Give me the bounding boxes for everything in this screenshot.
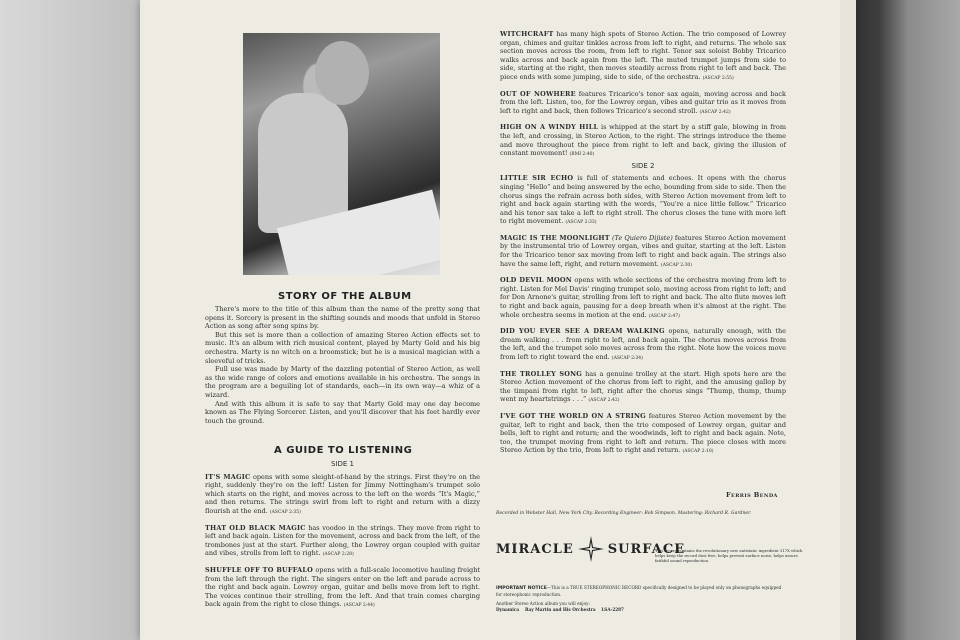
track-title: OLD DEVIL MOON [500, 276, 572, 285]
track-description: features Tricarico's tenor sax again, moving across and back from the left. Listen, too, for the Lowrey organ, vibes and guitar trio as it moves from left to right and back, then follows Tricarico's second stroll. [500, 89, 786, 115]
album-cover-edge [840, 0, 856, 640]
story-paragraph: There's more to the title of this album than the name of the pretty song that opens it. Sorcery is present in the shifting sounds and moods that unfold in Stereo Action as song after song spins by. [205, 305, 480, 331]
track-rights: (ASCAP 2:42) [699, 109, 731, 115]
story-paragraph: But this set is more than a collection of amazing Stereo Action effects set to music. It's an album with rich musical content, played by Marty Gold and his big orchestra. Marty is no witch on a broomstick; but he is a musical magician with a sleeveful of tricks. [205, 330, 480, 365]
track-title: I'VE GOT THE WORLD ON A STRING [500, 411, 646, 420]
track-entry [500, 412, 786, 457]
track-title: IT'S MAGIC [205, 472, 251, 481]
compass-star-icon [578, 536, 604, 562]
track-title: WITCHCRAFT [500, 30, 554, 38]
track-description: has many high spots of Stereo Action. The trio composed of Lowrey organ, chimes and guitar tinkles across from left to right, and returns. The whole sax section moves across the room, from left to right. Tenor sax soloist Bobby Tricarico walks across and back again from the left. The muted trumpet jumps from side to side, starting at the right, then moves steadily across from right to left and back. The piece ends with some jumping, side to side, of the orchestra. [500, 30, 786, 81]
track-rights: (ASCAP 2:42) [588, 398, 620, 404]
track-entry [205, 566, 480, 611]
track-rights: (ASCAP 2:44) [343, 603, 375, 609]
also-enjoy-intro: Another Stereo Action album you will enjoy: [496, 601, 590, 606]
photo-figure-head [315, 41, 369, 105]
track-rights: (ASCAP 2:28) [322, 552, 354, 558]
logo-word-left: MIRACLE [496, 541, 574, 557]
track-title: OUT OF NOWHERE [500, 89, 576, 98]
track-description: opens with some sleight-of-hand by the strings. First they're on the right, suddenly they're on the left! Listen for Jimmy Nottingham's trumpet solo which starts on the right, and moves across to the left on the words “It's Magic,” and then returns. The strings swirl from left to right and return with a dizzy flourish at the end. [205, 472, 480, 515]
track-title: THE TROLLEY SONG [500, 369, 583, 378]
track-entry [500, 30, 786, 84]
track-rights: (ASCAP 2:34) [611, 356, 643, 361]
track-title-subtitle: (Te Quiero Dijiste) [609, 233, 673, 242]
track-entry [205, 473, 480, 518]
track-title: MAGIC IS THE MOONLIGHT [500, 233, 610, 242]
track-rights: (ASCAP 2:30) [660, 262, 693, 268]
story-title: STORY OF THE ALBUM [278, 291, 412, 302]
background-left [0, 0, 150, 640]
track-rights: (ASCAP 2:35) [269, 509, 301, 515]
notice-text: —This is a TRUE STEREOPHONIC RECORD specifically designed to be played only on phonographs equipped for stereophonic reproduction. [496, 585, 782, 597]
liner-notes-author: Ferris Benda [726, 491, 778, 499]
track-description: is whipped at the start by a stiff gale, blowing in from the left, and crossing, in Stereo Action, to the right. The strings introduce the theme and move throughout the piece from right to left and back, giving the illusion of constant movement! [500, 123, 786, 158]
track-entry [500, 327, 786, 363]
logo-description: This record contains the revolutionary new antistatic ingredient 317X which helps keep the record dust free, helps prevent surface noise, helps assure faithful sound reproduction. [655, 548, 803, 563]
track-description: opens with whole sections of the orchestra moving from left to right. Listen for Mel Davis' ringing trumpet solo, moving across from right to left; and for Don Arnone's guitar, strolling from left to right and back. The alto flute moves left to right and back again, pausing for a deep breath when it's almost at the right. The whole orchestra seems in motion at the end. [500, 276, 786, 319]
story-text [205, 305, 480, 425]
notice-label: IMPORTANT NOTICE [496, 586, 547, 591]
track-entry [500, 90, 786, 118]
track-title: THAT OLD BLACK MAGIC [205, 523, 306, 532]
track-entry [500, 234, 786, 270]
track-description: has voodoo in the strings. They move from right to left and back again. Listen for the movement, across and back from the left, of the trombones just at the start. Further along, the Lowrey organ coupled with guitar and vibes, strolls from left to right. [205, 523, 480, 558]
conductor-photo [243, 33, 440, 275]
background-right [845, 0, 960, 640]
photo-figure-body [258, 93, 348, 233]
track-title: SHUFFLE OFF TO BUFFALO [205, 565, 314, 574]
track-description: opens with a full-scale locomotive hauling freight from the left through the right. The singers enter on the left and parade across to the right and back again. Lowrey organ, guitar and bells move from left to right. The voices continue their strolling, from the left. And that train comes charging back again from the right to close things. [205, 565, 480, 609]
track-description: has a genuine trolley at the start. High spots here are the Stereo Action movement of the chorus from left to right, and the amusing gallop by the timpani from right to left, right after the chorus sings “Thump, thump, thump went my heartstrings . . .” [500, 369, 786, 404]
track-title: DID YOU EVER SEE A DREAM WALKING [500, 327, 665, 336]
track-description: features Stereo Action movement by the instrumental trio of Lowrey organ, vibes and guitar, starting at the left. Listen for the Tricarico tenor sax moving from left to right and back again. The strings also have the same left, right, and return movement. [500, 233, 786, 268]
side2-label: SIDE 2 [631, 161, 655, 170]
important-notice [496, 585, 786, 597]
track-rights: (ASCAP 2:10) [682, 449, 714, 455]
track-entry [500, 276, 786, 321]
track-entry [205, 524, 480, 560]
track-entry [500, 123, 786, 159]
track-rights: (BMI 2:40) [569, 152, 595, 158]
guide-title: A GUIDE TO LISTENING [274, 445, 413, 456]
side1-tracks [205, 458, 480, 617]
track-rights: (ASCAP 2:55) [702, 75, 734, 81]
side1-label: SIDE 1 [331, 460, 354, 468]
story-paragraph: And with this album it is safe to say that Marty Gold may one day become known as The Flying Sorcerer. Listen, and you'll discover that his feet hardly ever touch the ground. [205, 399, 480, 425]
track-rights: (ASCAP 2:47) [648, 313, 680, 319]
track-title: HIGH ON A WINDY HILL [500, 123, 599, 132]
track-entry [500, 370, 786, 406]
track-rights: (ASCAP 2:33) [565, 220, 597, 226]
logo-word-right: SURFACE [607, 541, 686, 557]
track-description: features Stereo Action movement by the guitar, left to right and back, then the trio composed of Lowrey organ, guitar and bells, left to right and return; and the woodwinds, left to right and back again. Note, too, the trumpet moving from right to left and return. The piece closes with more Stereo Action by the trio, from left to right and return. [500, 411, 786, 455]
track-title: LITTLE SIR ECHO [500, 174, 574, 183]
also-enjoy-album: Dynamica Ray Martin and His Orchestra LSA-2287 [496, 606, 624, 612]
recording-credits: Recorded in Webster Hall, New York City. Recording Engineer: Bob Simpson. Mastering: Richard R. Gardner. [496, 511, 752, 516]
story-paragraph: Full use was made by Marty of the dazzling potential of Stereo Action, as well as the wide range of colors and emotions available in his orchestra. The songs in the program are a beguiling lot of standards, each—in its own way—a whiz of a wizard. [205, 365, 480, 399]
right-column-tracks [500, 30, 786, 463]
also-enjoy [496, 601, 786, 612]
track-description: is full of statements and echoes. It opens with the chorus singing “Hello” and being answered by the echo, bounding from side to side. Then the chorus sings the refrain across both sides, with Stereo Action movement from left to right and back again starting with the words, “You're a nice little fellow.” Tricarico and his tenor sax take a left to right stroll. The chorus closes the tune with more left to right movement. [500, 174, 786, 226]
track-description: opens, naturally enough, with the dream walking . . . from right to left, and back again. The chorus moves across from the left, and the trumpet solo moves across from the right. Note how the voices move from left to right toward the end. [500, 327, 786, 361]
track-entry [500, 174, 786, 228]
